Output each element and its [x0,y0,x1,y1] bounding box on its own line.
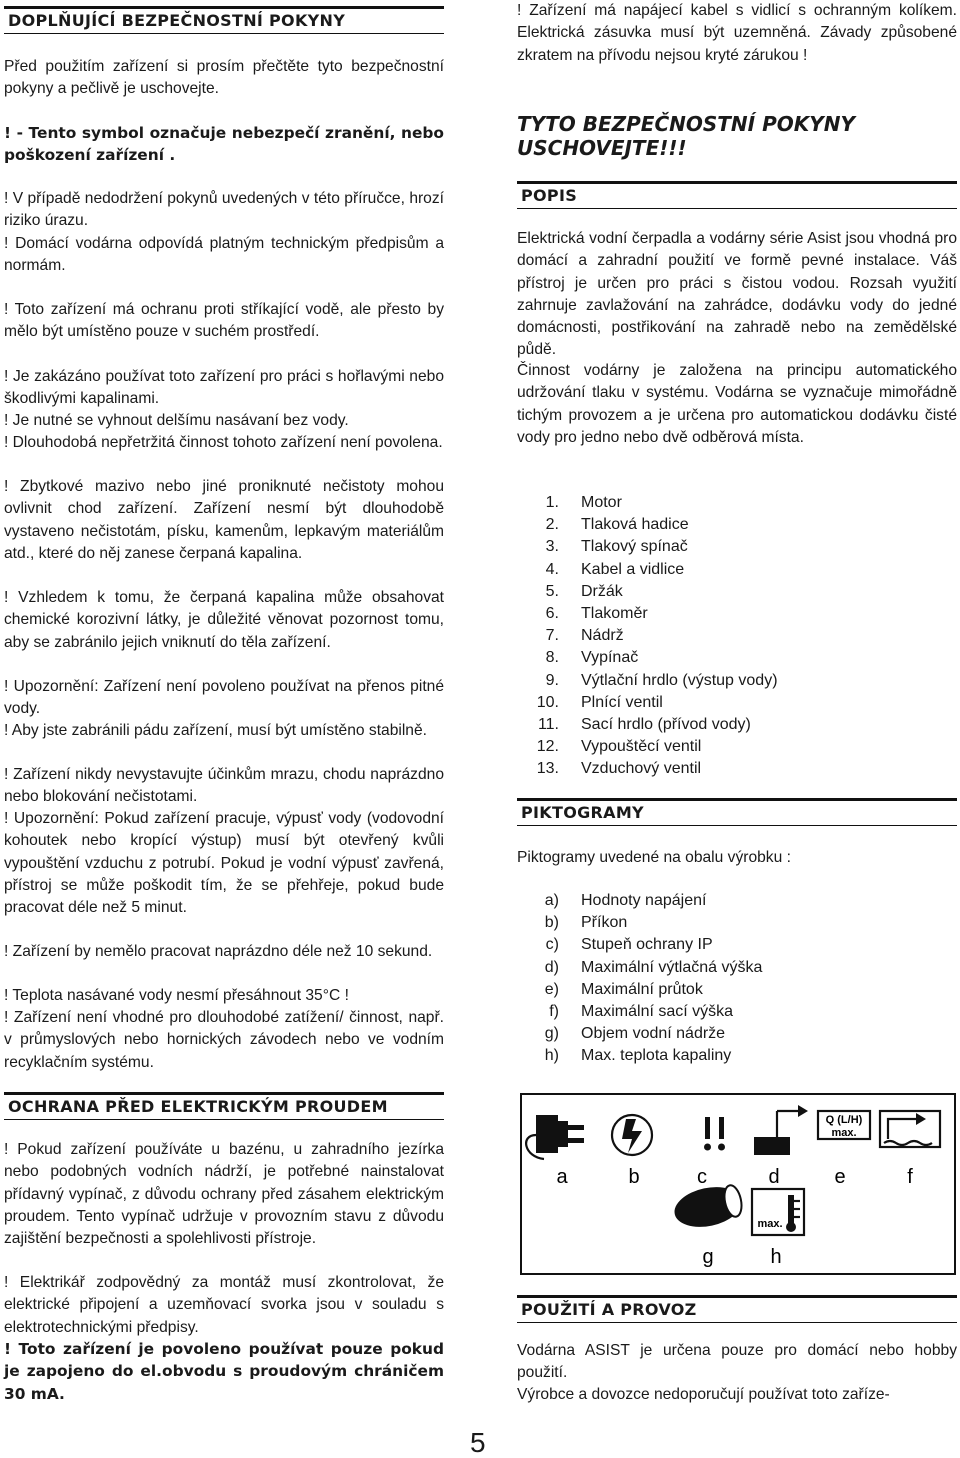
list-item [517,670,957,692]
list-item-text: Stupeň ochrany IP [581,936,713,954]
safety-p13: ! Zařízení by nemělo pracovat naprázdno déle než 10 sekund. [4,943,433,960]
list-item-number: 1. [545,494,559,511]
list-item-number: 4. [545,560,559,578]
list-item [517,1045,957,1067]
picto-label-h: h [770,1246,782,1268]
list-item-text: Sací hrdlo (přívod vody) [581,715,751,733]
temperature-max-icon [752,1189,804,1235]
list-item [517,559,957,581]
list-item-text: Výtlační hrdlo (výstup vody) [581,671,778,689]
safety-p10: ! Aby jste zabránili pádu zařízení, musí být umístěno stabilně. [4,722,427,739]
list-item [517,934,957,956]
safety-p7: ! Zbytkové mazivo nebo jiné proniknuté nečistoty mohou ovlivnit chod zařízení. Zařízení nesmí být dlouhodobě vystaveno nečistotám, písku, kamenům, lepkavým materiálům atd., které do něj zanese čerpaná kapalina. [4,478,444,562]
list-item-text: Příkon [581,914,628,932]
list-item-number: 12. [536,738,559,756]
list-item-text: Max. teplota kapaliny [581,1047,732,1065]
list-item-number: 3. [545,538,559,556]
pictogram-icons [522,1095,954,1273]
list-item-number: 8. [545,649,559,667]
list-item-text: Tlaková hadice [581,516,689,534]
heading-popis: POPIS [517,181,957,209]
safety-p5: ! Je nutné se vyhnout delšímu nasávaní bez vody. [4,412,349,429]
power-icon [612,1115,652,1155]
safety-p12: ! Upozornění: Pokud zařízení pracuje, výpusť vody (vodovodní kohoutek nebo kropící výstup) musí být otevřený kvůli vypouštění vzduchu z potrubí. Pokud je vodní výpusť zavřená, přístroj se může poškodit tím, že se přehřeje, pokud bude pracovat déle než 5 minut. [4,810,444,917]
list-item-text: Plnící ventil [581,693,663,711]
intro-text: Před použitím zařízení si prosím přečtěte tyto bezpečnostní pokyny a pečlivě je uschovejte. [4,58,444,98]
list-item-number: 6. [545,604,559,622]
picto-label-a: a [556,1166,568,1188]
list-item-number: g) [544,1025,559,1043]
list-item [517,758,957,780]
list-item-text: Tlakoměr [581,604,648,622]
picto-intro: Piktogramy uvedené na obalu výrobku : [517,849,791,866]
heading-safety: DOPLŇUJÍCÍ BEZPEČNOSTNÍ POKYNY [4,6,444,34]
ip-drops-icon [704,1117,725,1151]
electric-p1: ! Pokud zařízení používáte u bazénu, u zahradního jezírka nebo podobných vodních nádrží, je potřebné nainstalovat přídavný vypínač, z důvodu ochrany před zásahem elektrickým proudem. Tento vypínač udržuje v provozním stavu z důvodu zajištění bezpečnosti a spolehlivosti přístroje. [4,1141,444,1248]
flow-unit-label: Q (L/H) [825,1114,863,1126]
list-item-number: f) [549,1002,559,1020]
safety-p9: ! Upozornění: Zařízení není povoleno používat na přenos pitné vody. [4,678,444,718]
list-item [517,957,957,979]
list-item [517,890,957,912]
safety-p1: ! V případě nedodržení pokynů uvedených v této příručce, hrozí riziko úrazu. [4,190,444,230]
list-item-text: Hodnoty napájení [581,892,707,909]
safety-p15: ! Zařízení není vhodné pro dlouhodobé zatížení/ činnost, např. v průmyslových nebo hornických závodech nebo ve vodním recyklačním systému. [4,1009,444,1071]
list-item-text: Maximální průtok [581,980,703,998]
list-item-text: Nádrž [581,627,624,645]
safety-p4: ! Je zakázáno používat toto zařízení pro práci s hořlavými nebo škodlivými kapalinami. [4,368,444,408]
temperature-max-label: max. [757,1218,783,1230]
picto-label-f: f [907,1166,913,1188]
list-item [517,536,957,558]
list-item-text: Objem vodní nádrže [581,1025,726,1043]
heading-piktogramy: PIKTOGRAMY [517,798,957,826]
picto-list [517,890,957,1068]
heading-electric: OCHRANA PŘED ELEKTRICKÝM PROUDEM [4,1092,444,1120]
list-item-number: a) [544,892,559,909]
list-item-number: h) [544,1047,559,1065]
list-item-number: 5. [545,582,559,600]
list-item-text: Maximální výtlačná výška [581,958,763,976]
safety-p8: ! Vzhledem k tomu, že čerpaná kapalina může obsahovat chemické korozivní látky, je důležité věnovat pozornost tomu, aby se zabránilo jejich vniknutí do těla zařízení. [4,589,444,651]
list-item [517,714,957,736]
safety-p14: ! Teplota nasávané vody nesmí přesáhnout 35°C ! [4,987,349,1004]
list-item [517,1023,957,1045]
list-item-text: Motor [581,494,622,511]
list-item-number: b) [544,914,559,932]
plug-warning: ! Zařízení má napájecí kabel s vidlicí s ochranným kolíkem. Elektrická zásuvka musí být uzemněná. Závady způsobené zkratem na přívodu nejsou kryté zárukou ! [517,2,957,64]
list-item [517,647,957,669]
popis-text-2: Činnost vodárny je založena na principu automatického udržování tlaku v systému. Vodárna se vyznačuje mimořádně tichým provozem a je určena pro automatickou dodávku čisté vody pro jedno nebo dvě odběrová místa. [517,362,957,446]
list-item [517,736,957,758]
picto-label-b: b [628,1166,640,1188]
tank-icon [671,1181,745,1232]
picto-label-g: g [702,1246,714,1268]
list-item-text: Vzduchový ventil [581,760,702,778]
picto-label-e: e [834,1166,846,1188]
picto-label-c: c [697,1166,707,1188]
parts-list [517,492,957,780]
delivery-height-icon [754,1105,808,1155]
popis-text: Elektrická vodní čerpadla a vodárny série Asist jsou vhodná pro domácí a zahradní použití ve formě pevné instalace. Váš přístroj je určen pro práci s čistou vodou. Rozsah využití zahrnuje zavlažování na zahrádce, dodávku vody do jedné domácnosti, postřikování na zahradě nebo na zemědělské půdě. [517,230,957,359]
list-item [517,912,957,934]
list-item [517,603,957,625]
list-item [517,1001,957,1023]
list-item-number: c) [545,936,559,954]
list-item-number: 13. [536,760,559,778]
symbol-note: ! - Tento symbol označuje nebezpečí zranění, nebo poškození zařízení . [4,124,444,165]
keep-instructions: TYTO BEZPEČNOSTNÍ POKYNY USCHOVEJTE!!! [517,112,855,160]
list-item-number: 11. [537,715,559,733]
use-text-1: Vodárna ASIST je určena pouze pro domácí nebo hobby použití. [517,1342,957,1382]
page-number: 5 [470,1427,486,1458]
electric-p3: ! Toto zařízení je povoleno používat pouze pokud je zapojeno do el.obvodu s proudovým chráničem 30 mA. [4,1340,444,1403]
list-item-number: d) [544,958,559,976]
flow-max-label: max. [831,1127,857,1139]
use-text-2: Výrobce a dovozce nedoporučují používat toto zaříze- [517,1386,890,1403]
list-item [517,492,957,514]
list-item-number: 2. [545,516,559,534]
safety-p3: ! Toto zařízení má ochranu proti stříkající vodě, ale přesto by mělo být umístěno pouze v suchém prostředí. [4,301,444,341]
safety-p11: ! Zařízení nikdy nevystavujte účinkům mrazu, chodu naprázdno nebo blokování nečistotami. [4,766,444,806]
safety-p6: ! Dlouhodobá nepřetržitá činnost tohoto zařízení není povolena. [4,434,443,451]
plug-icon [526,1115,584,1159]
list-item-number: e) [544,980,559,998]
list-item-text: Tlakový spínač [581,538,688,556]
list-item [517,514,957,536]
list-item-text: Maximální sací výška [581,1002,734,1020]
list-item-number: 9. [545,671,559,689]
heading-use: POUŽITÍ A PROVOZ [517,1295,957,1323]
list-item [517,625,957,647]
list-item [517,692,957,714]
picto-label-d: d [768,1166,780,1188]
list-item-text: Kabel a vidlice [581,560,685,578]
list-item [517,581,957,603]
list-item-text: Držák [581,582,623,600]
max-flow-icon [818,1111,870,1139]
list-item-text: Vypínač [581,649,639,667]
list-item-text: Vypouštěcí ventil [581,738,702,756]
list-item-number: 10. [536,693,559,711]
electric-p2: ! Elektrikář zodpovědný za montáž musí zkontrolovat, že elektrické připojení a uzemňovací svorka jsou v souladu s elektrotechnickými předpisy. [4,1274,444,1336]
suction-height-icon [880,1111,940,1147]
list-item-number: 7. [545,627,559,645]
list-item [517,979,957,1001]
pictogram-panel [520,1093,956,1275]
safety-p2: ! Domácí vodárna odpovídá platným technickým předpisům a normám. [4,235,444,275]
